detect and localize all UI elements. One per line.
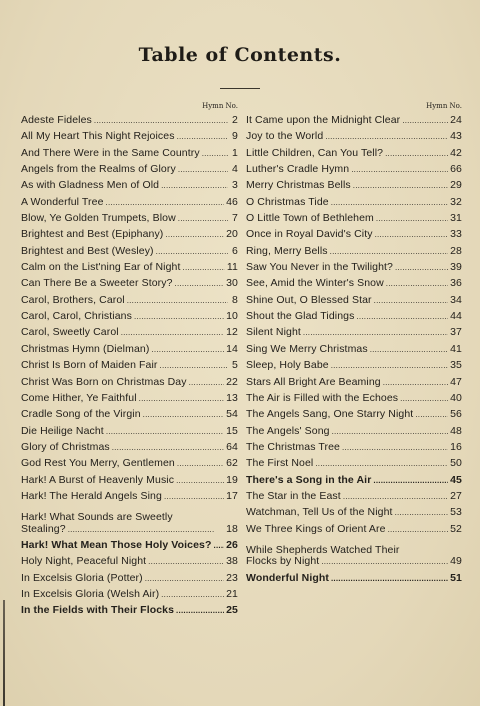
toc-entry-title: Sing We Merry Christmas	[246, 342, 368, 355]
toc-entry-number: 47	[450, 375, 462, 388]
dot-leader	[202, 145, 228, 161]
toc-entry-title: O Little Town of Bethlehem	[246, 212, 374, 225]
toc-entry-number: 62	[226, 457, 238, 470]
toc-entry-title: Silent Night	[246, 326, 301, 339]
toc-entry-title: Sleep, Holy Babe	[246, 359, 329, 372]
dot-leader	[402, 112, 448, 128]
toc-entry-number: 45	[450, 473, 462, 486]
toc-entry	[246, 308, 462, 324]
toc-entry-number: 64	[226, 440, 238, 453]
toc-entry-number: 10	[226, 310, 238, 323]
dot-leader	[112, 439, 224, 455]
toc-entry	[246, 128, 462, 144]
dot-leader	[176, 602, 224, 618]
toc-entry-title: Christ Was Born on Christmas Day	[21, 375, 187, 388]
toc-entry-number: 38	[226, 555, 238, 568]
dot-leader	[214, 537, 225, 553]
toc-entry-number: 28	[450, 244, 462, 257]
toc-entry-title: Little Children, Can You Tell?	[246, 146, 384, 159]
toc-entry	[21, 390, 238, 406]
dot-leader	[331, 357, 448, 373]
toc-entry	[21, 112, 238, 128]
dot-leader	[175, 504, 228, 520]
toc-entry-title: While Shepherds Watched Their	[246, 543, 400, 556]
toc-entry-title: Brightest and Best (Epiphany)	[21, 228, 164, 241]
dot-leader	[161, 177, 228, 193]
dot-leader	[330, 243, 448, 259]
toc-entry-title: The Angels' Song	[246, 424, 330, 437]
toc-entry-number: 66	[450, 163, 462, 176]
toc-entry	[21, 521, 238, 537]
toc-entry	[246, 324, 462, 340]
toc-entry-number: 2	[232, 114, 238, 126]
dot-leader	[386, 275, 448, 291]
dot-leader	[106, 423, 224, 439]
dot-leader	[177, 455, 224, 471]
toc-entry	[21, 406, 238, 422]
dot-leader	[374, 292, 448, 308]
toc-entry-title: As with Gladness Men of Old	[21, 179, 160, 192]
dot-leader	[177, 128, 228, 144]
toc-entry	[21, 324, 238, 340]
dot-leader	[151, 341, 224, 357]
toc-entry-number: 19	[226, 473, 238, 486]
toc-entry-number: 49	[450, 555, 462, 568]
right-column-header: Hymn No.	[426, 102, 462, 110]
toc-entry-title: The First Noel	[246, 457, 314, 470]
dot-leader	[385, 145, 448, 161]
dot-leader	[351, 161, 448, 177]
toc-entry	[21, 226, 238, 242]
toc-entry	[21, 259, 238, 275]
dot-leader	[160, 357, 228, 373]
dot-leader	[325, 128, 448, 144]
dot-leader	[395, 259, 448, 275]
toc-entry-title: In Excelsis Gloria (Welsh Air)	[21, 587, 160, 600]
toc-entry	[246, 177, 462, 193]
toc-entry	[246, 145, 462, 161]
toc-entry	[21, 210, 238, 226]
toc-entry-title: Adeste Fideles	[21, 114, 92, 126]
right-column	[246, 100, 462, 586]
dot-leader	[315, 455, 448, 471]
toc-entry-number: 8	[232, 293, 238, 306]
toc-entry	[246, 537, 462, 556]
dot-leader	[375, 226, 449, 242]
dot-leader	[388, 521, 449, 537]
toc-entry-number: 30	[226, 277, 238, 290]
toc-entry-number: 11	[226, 261, 238, 274]
toc-entry-title: And There Were in the Same Country	[21, 146, 200, 159]
toc-entry	[246, 488, 462, 504]
toc-entry-number: 51	[450, 571, 462, 584]
toc-entry-number: 27	[450, 489, 462, 502]
toc-entry-number: 37	[450, 326, 462, 339]
toc-entry	[21, 308, 238, 324]
toc-entry-number: 40	[450, 391, 462, 404]
toc-entry-number: 17	[226, 489, 238, 502]
dot-leader	[342, 439, 448, 455]
toc-entry-title: We Three Kings of Orient Are	[246, 522, 386, 535]
toc-entry-number: 32	[450, 195, 462, 208]
dot-leader	[178, 161, 228, 177]
page-title: Table of Contents.	[138, 44, 342, 66]
left-column-header: Hymn No.	[202, 102, 238, 110]
toc-entry	[246, 504, 462, 520]
toc-entry-title: The Air is Filled with the Echoes	[246, 391, 399, 404]
toc-entry-title: Die Heilige Nacht	[21, 424, 104, 437]
dot-leader	[401, 537, 452, 553]
dot-leader	[303, 324, 448, 340]
left-entry-list	[21, 112, 238, 619]
toc-entry	[246, 374, 462, 390]
toc-entry-number: 1	[232, 146, 238, 159]
toc-entry-title: There's a Song in the Air	[246, 473, 372, 486]
toc-entry	[246, 472, 462, 488]
toc-entry-number: 13	[226, 391, 238, 404]
toc-entry	[246, 292, 462, 308]
toc-entry-number: 23	[226, 571, 238, 584]
toc-entry	[21, 145, 238, 161]
toc-entry-number: 3	[232, 179, 238, 192]
dot-leader	[94, 112, 228, 128]
toc-entry	[246, 521, 462, 537]
page-edge-mark	[3, 600, 5, 706]
toc-entry-title: God Rest You Merry, Gentlemen	[21, 457, 175, 470]
toc-entry	[21, 504, 238, 524]
toc-entry-title: Joy to the World	[246, 130, 324, 143]
toc-entry-title: Calm on the List'ning Ear of Night	[21, 261, 181, 274]
toc-entry-number: 33	[450, 228, 462, 241]
dot-leader	[395, 504, 449, 520]
dot-leader	[68, 521, 224, 537]
toc-entry-title: Ring, Merry Bells	[246, 244, 328, 257]
toc-entry-number: 36	[450, 277, 462, 290]
toc-entry-title: In Excelsis Gloria (Potter)	[21, 571, 143, 584]
toc-entry	[21, 602, 238, 618]
dot-leader	[176, 472, 224, 488]
toc-entry-number: 15	[226, 424, 238, 437]
toc-entry-number: 39	[450, 261, 462, 274]
toc-entry	[246, 112, 462, 128]
toc-entry	[21, 472, 238, 488]
toc-entry-title: Blow, Ye Golden Trumpets, Blow	[21, 212, 176, 225]
dot-leader	[121, 324, 224, 340]
dot-leader	[353, 177, 448, 193]
toc-entry-number: 54	[226, 408, 238, 421]
toc-entry-number: 46	[226, 195, 238, 208]
toc-entry	[21, 455, 238, 471]
toc-entry-title: Christ Is Born of Maiden Fair	[21, 359, 158, 372]
toc-entry-title: Angels from the Realms of Glory	[21, 163, 176, 176]
toc-entry-number: 22	[226, 375, 238, 388]
toc-entry	[246, 390, 462, 406]
toc-entry-number: 44	[450, 310, 462, 323]
toc-entry-title: Shout the Glad Tidings	[246, 310, 355, 323]
dot-leader	[183, 259, 225, 275]
toc-entry-title: Can There Be a Sweeter Story?	[21, 277, 173, 290]
toc-entry	[246, 210, 462, 226]
toc-entry-title: Stealing?	[21, 522, 66, 535]
toc-entry	[21, 161, 238, 177]
toc-entry-title: Come Hither, Ye Faithful	[21, 391, 137, 404]
toc-entry-number: 18	[226, 522, 238, 535]
dot-leader	[356, 308, 448, 324]
toc-entry-title: Carol, Sweetly Carol	[21, 326, 119, 339]
toc-entry-number: 12	[226, 326, 238, 339]
dot-leader	[189, 374, 225, 390]
toc-entry	[246, 423, 462, 439]
toc-entry-number: 35	[450, 359, 462, 372]
toc-entry-number: 7	[232, 212, 238, 225]
toc-entry	[21, 128, 238, 144]
toc-entry-number: 43	[450, 130, 462, 143]
toc-entry	[21, 357, 238, 373]
toc-entry-title: O Christmas Tide	[246, 195, 329, 208]
toc-entry	[21, 292, 238, 308]
toc-entry-title: The Angels Sang, One Starry Night	[246, 408, 414, 421]
dot-leader	[383, 374, 448, 390]
toc-entry-title: A Wonderful Tree	[21, 195, 104, 208]
toc-entry-title: Shine Out, O Blessed Star	[246, 293, 372, 306]
toc-entry	[246, 259, 462, 275]
toc-entry-number: 41	[450, 342, 462, 355]
dot-leader	[376, 210, 448, 226]
toc-entry-title: Merry Christmas Bells	[246, 179, 351, 192]
toc-entry-number: 31	[450, 212, 462, 225]
toc-entry-title: Cradle Song of the Virgin	[21, 408, 141, 421]
toc-entry-title: Wonderful Night	[246, 571, 329, 584]
toc-entry-number: 42	[450, 146, 462, 159]
dot-leader	[332, 423, 449, 439]
title-rule	[220, 88, 260, 89]
dot-leader	[321, 553, 448, 569]
toc-entry-number: 16	[450, 440, 462, 453]
toc-entry-title: The Star in the East	[246, 489, 341, 502]
dot-leader	[164, 488, 224, 504]
dot-leader	[373, 472, 448, 488]
toc-entry-title: Once in Royal David's City	[246, 228, 373, 241]
toc-entry	[21, 194, 238, 210]
dot-leader	[178, 210, 228, 226]
toc-entry	[246, 553, 462, 569]
dot-leader	[139, 390, 224, 406]
toc-entry-title: Holy Night, Peaceful Night	[21, 555, 147, 568]
toc-entry-title: Carol, Carol, Christians	[21, 310, 132, 323]
dot-leader	[148, 553, 224, 569]
dot-leader	[134, 308, 224, 324]
toc-entry-number: 6	[232, 244, 238, 257]
toc-entry-number: 29	[450, 179, 462, 192]
toc-entry-title: Luther's Cradle Hymn	[246, 163, 350, 176]
toc-entry-number: 4	[232, 163, 238, 176]
toc-entry	[21, 488, 238, 504]
toc-entry-title: All My Heart This Night Rejoices	[21, 130, 175, 143]
toc-entry-number: 56	[450, 408, 462, 421]
toc-entry-title: It Came upon the Midnight Clear	[246, 114, 401, 126]
toc-entry	[246, 341, 462, 357]
toc-entry	[21, 423, 238, 439]
dot-leader	[165, 226, 224, 242]
toc-entry	[21, 341, 238, 357]
toc-entry	[21, 570, 238, 586]
toc-entry	[246, 161, 462, 177]
toc-entry-number: 21	[226, 587, 238, 600]
dot-leader	[343, 488, 448, 504]
toc-entry-title: Hark! A Burst of Heavenly Music	[21, 473, 175, 486]
toc-entry	[21, 553, 238, 569]
toc-entry	[246, 226, 462, 242]
dot-leader	[400, 390, 448, 406]
left-column	[21, 100, 238, 619]
toc-entry-number: 34	[450, 293, 462, 306]
toc-entry-title: Flocks by Night	[246, 555, 320, 568]
toc-entry	[246, 455, 462, 471]
right-entry-list	[246, 112, 462, 586]
dot-leader	[156, 243, 228, 259]
toc-entry-title: Saw You Never in the Twilight?	[246, 261, 393, 274]
dot-leader	[331, 194, 448, 210]
toc-entry-number: 50	[450, 457, 462, 470]
toc-entry	[21, 243, 238, 259]
toc-entry-title: Hark! What Sounds are Sweetly	[21, 511, 173, 524]
toc-entry	[246, 275, 462, 291]
dot-leader	[161, 586, 224, 602]
toc-entry-title: Stars All Bright Are Beaming	[246, 375, 381, 388]
dot-leader	[127, 292, 228, 308]
toc-entry-number: 20	[226, 228, 238, 241]
toc-entry-title: The Christmas Tree	[246, 440, 340, 453]
toc-entry-title: Glory of Christmas	[21, 440, 110, 453]
toc-entry-number: 52	[450, 522, 462, 535]
toc-entry-number: 26	[226, 538, 238, 551]
dot-leader	[106, 194, 225, 210]
toc-entry-title: Hark! The Herald Angels Sing	[21, 489, 162, 502]
toc-entry-title: Christmas Hymn (Dielman)	[21, 342, 150, 355]
toc-entry	[246, 243, 462, 259]
toc-entry	[21, 586, 238, 602]
toc-entry	[246, 357, 462, 373]
toc-entry-number: 53	[450, 506, 462, 519]
toc-entry	[21, 439, 238, 455]
toc-entry-number: 25	[226, 604, 238, 617]
dot-leader	[143, 406, 224, 422]
toc-entry-number: 5	[232, 359, 238, 372]
toc-entry-title: See, Amid the Winter's Snow	[246, 277, 384, 290]
dot-leader	[331, 570, 448, 586]
toc-entry-number: 9	[232, 130, 238, 143]
toc-entry-number: 48	[450, 424, 462, 437]
toc-entry-title: Brightest and Best (Wesley)	[21, 244, 154, 257]
toc-entry-number: 14	[226, 342, 238, 355]
dot-leader	[145, 570, 224, 586]
toc-entry	[21, 275, 238, 291]
toc-entry	[246, 194, 462, 210]
dot-leader	[415, 406, 448, 422]
dot-leader	[370, 341, 448, 357]
toc-entry	[21, 374, 238, 390]
toc-entry-number: 24	[450, 114, 462, 126]
toc-entry-title: In the Fields with Their Flocks	[21, 604, 175, 617]
toc-entry	[21, 177, 238, 193]
toc-entry-title: Watchman, Tell Us of the Night	[246, 506, 393, 519]
toc-entry	[21, 537, 238, 553]
toc-entry	[246, 570, 462, 586]
toc-entry	[246, 406, 462, 422]
toc-entry	[246, 439, 462, 455]
toc-entry-title: Carol, Brothers, Carol	[21, 293, 125, 306]
toc-entry-title: Hark! What Mean Those Holy Voices?	[21, 538, 212, 551]
dot-leader	[175, 275, 225, 291]
